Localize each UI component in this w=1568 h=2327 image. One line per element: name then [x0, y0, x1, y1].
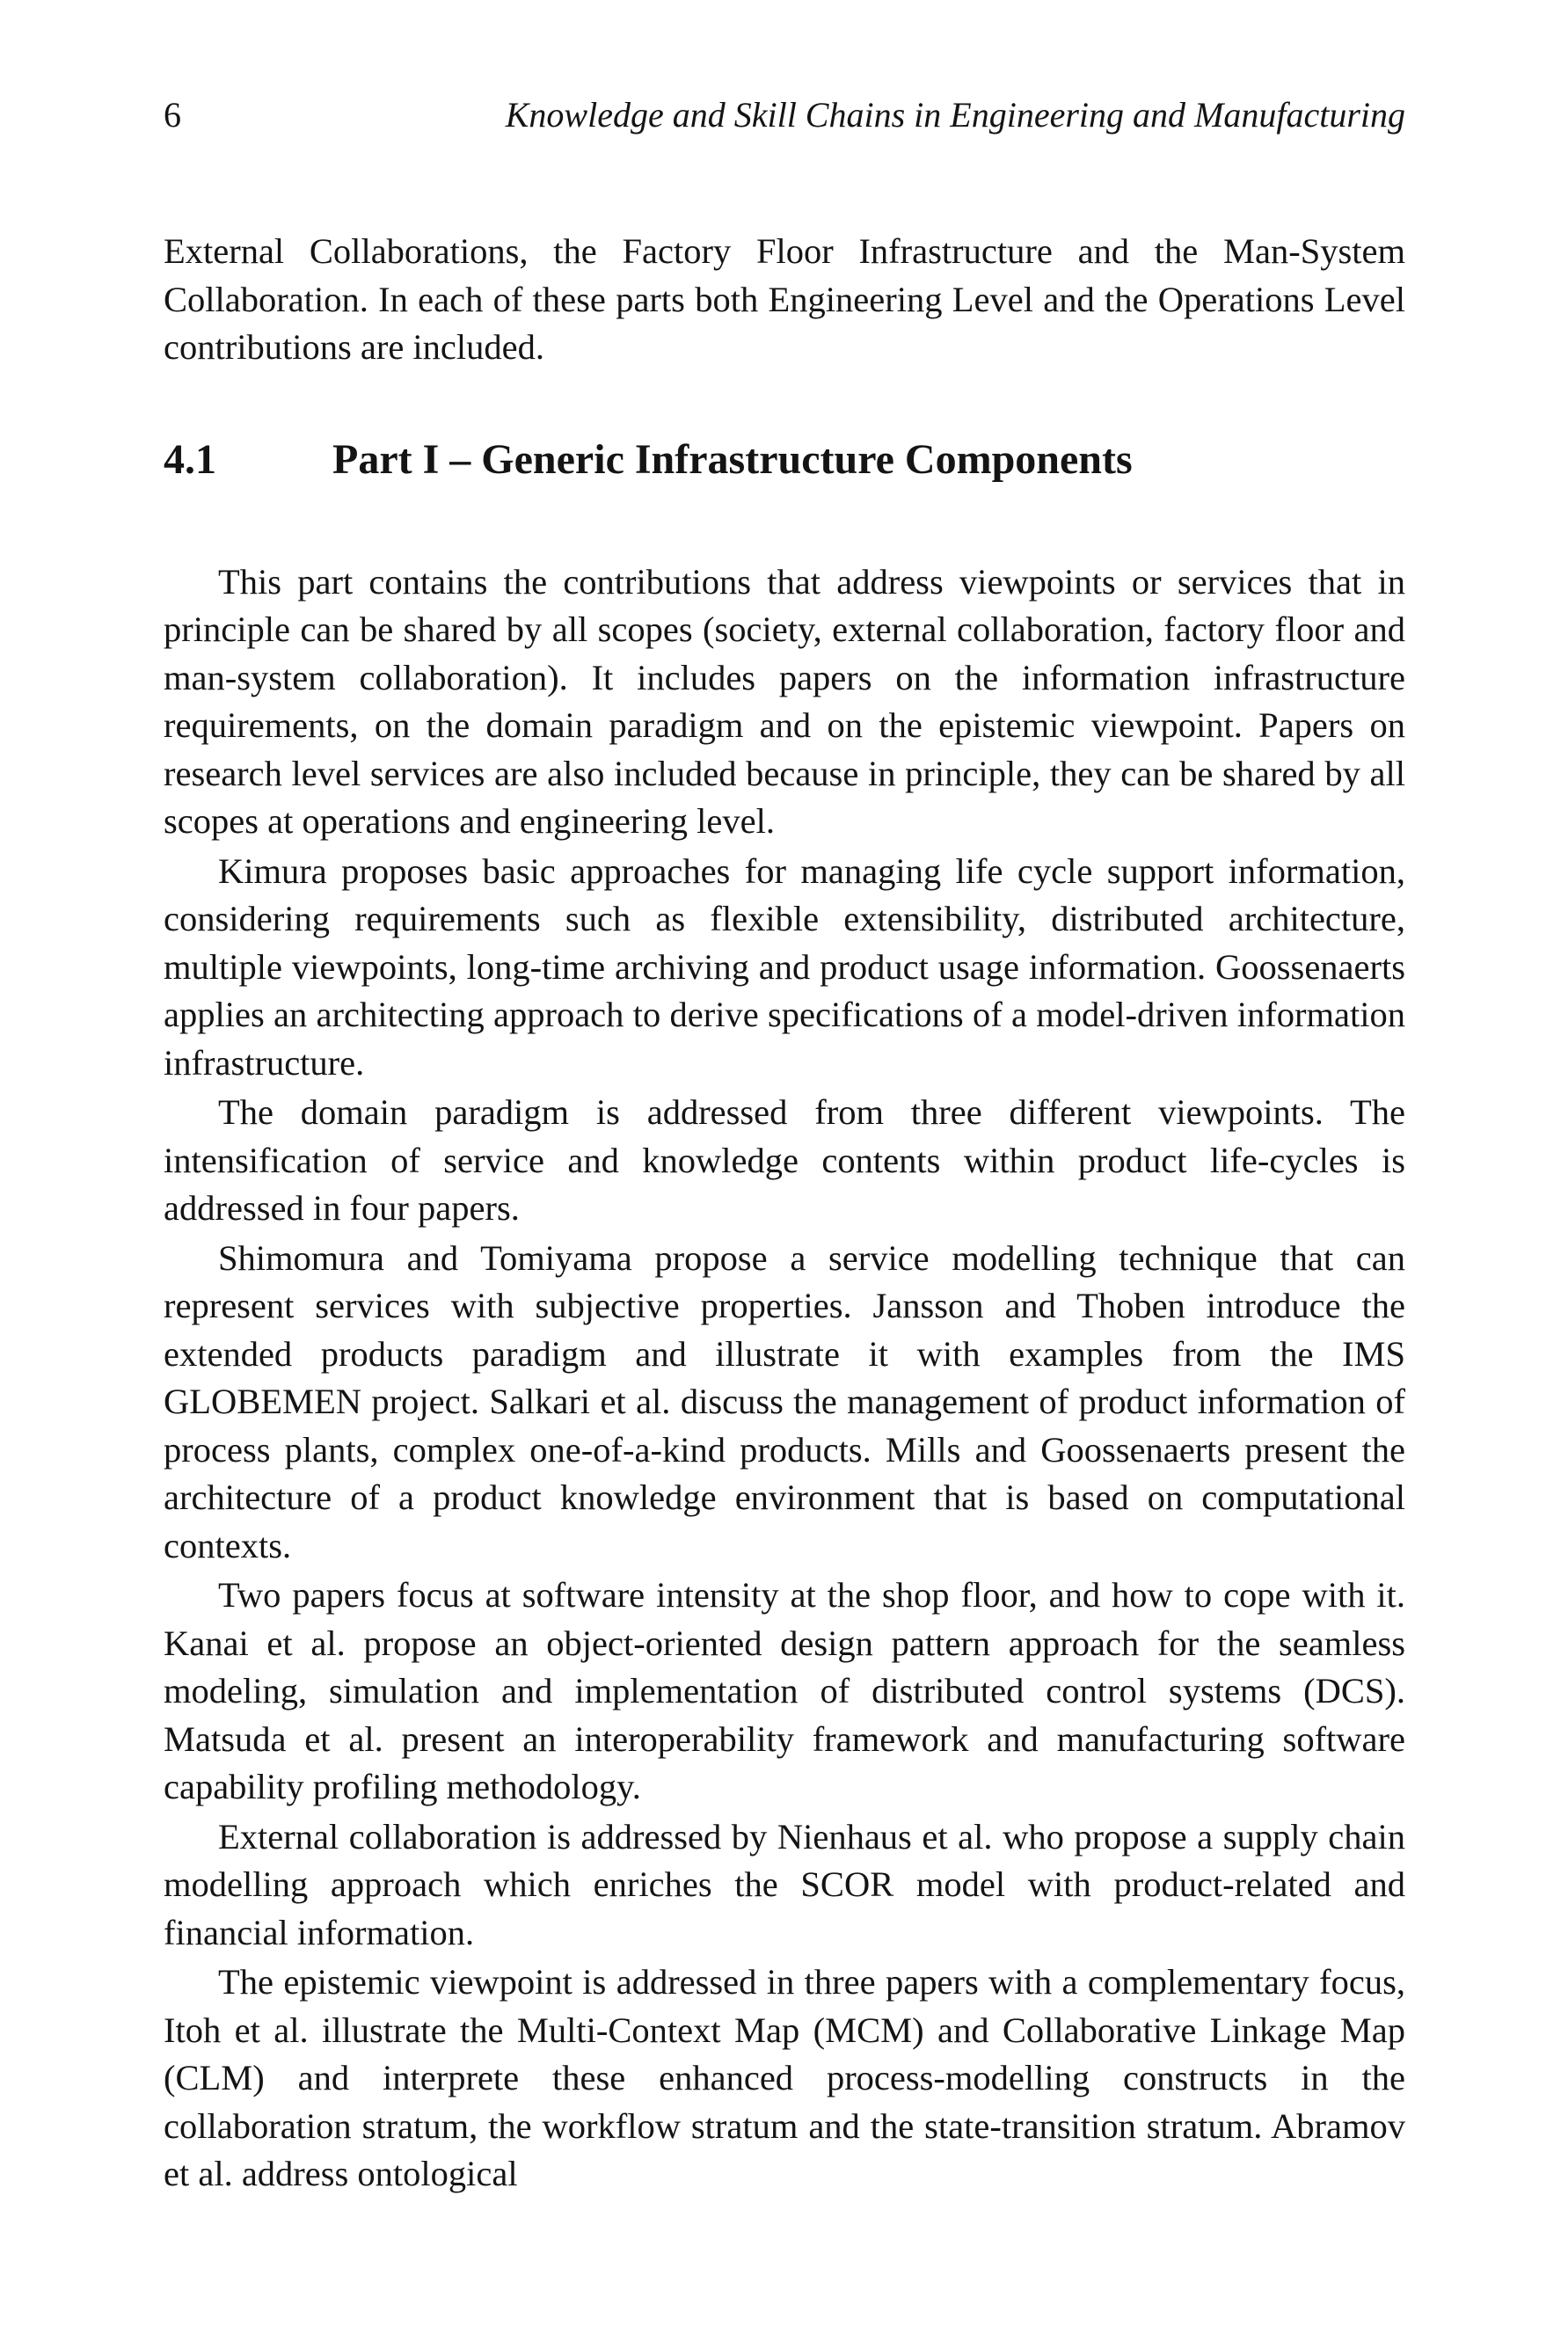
- running-title: Knowledge and Skill Chains in Engineering and Manufacturing: [505, 95, 1405, 135]
- section-body: [164, 558, 1405, 2199]
- body-paragraph: Two papers focus at software intensity at the shop floor, and how to cope with it. Kanai et al. propose an object-oriented design pattern approach for the seamless modeling, simulation and implementation of distributed control systems (DCS). Matsuda et al. present an interoperability framework and manufacturing software capability profiling methodology.: [164, 1575, 1405, 1806]
- section-title: Part I – Generic Infrastructure Components: [332, 435, 1133, 483]
- body-paragraph: The epistemic viewpoint is addressed in three papers with a complementary focus, Itoh et al. illustrate the Multi-Context Map (MCM) and Collaborative Linkage Map (CLM) and interprete these enhanced process-modelling constructs in the collaboration stratum, the workflow stratum and the state-transition stratum. Abramov et al. address ontological: [164, 1962, 1405, 2193]
- running-head: [164, 92, 1405, 138]
- body-paragraph: External collaboration is addressed by Nienhaus et al. who propose a supply chain modelling approach which enriches the SCOR model with product-related and financial information.: [164, 1816, 1405, 1952]
- body-paragraph: Kimura proposes basic approaches for managing life cycle support information, considering requirements such as flexible extensibility, distributed architecture, multiple viewpoints, long-time archiving and product usage information. Goossenaerts applies an architecting approach to derive specifications of a model-driven information infrastructure.: [164, 850, 1405, 1083]
- section-heading: [164, 434, 1405, 486]
- section-number: 4.1: [164, 435, 216, 483]
- body-paragraph: This part contains the contributions that address viewpoints or services that in principle can be shared by all scopes (society, external collaboration, factory floor and man-system collaboration). It includes papers on the information infrastructure requirements, on the domain paradigm and on the epistemic viewpoint. Papers on research level services are also included because in principle, they can be shared by all scopes at operations and engineering level.: [164, 561, 1405, 841]
- page-number: 6: [164, 95, 181, 135]
- intro-paragraph: External Collaborations, the Factory Floor Infrastructure and the Man-System Collaboration. In each of these parts both Engineering Level and the Operations Level contributions are included.: [164, 231, 1405, 367]
- body-paragraph: The domain paradigm is addressed from three different viewpoints. The intensification of service and knowledge contents within product life-cycles is addressed in four papers.: [164, 1092, 1405, 1228]
- book-page: [164, 92, 1405, 2199]
- body-paragraph: Shimomura and Tomiyama propose a service modelling technique that can represent services with subjective properties. Jansson and Thoben introduce the extended products paradigm and illustrate it with examples from the IMS GLOBEMEN project. Salkari et al. discuss the management of product information of process plants, complex one-of-a-kind products. Mills and Goossenaerts present the architecture of a product knowledge environment that is based on computational contexts.: [164, 1237, 1405, 1565]
